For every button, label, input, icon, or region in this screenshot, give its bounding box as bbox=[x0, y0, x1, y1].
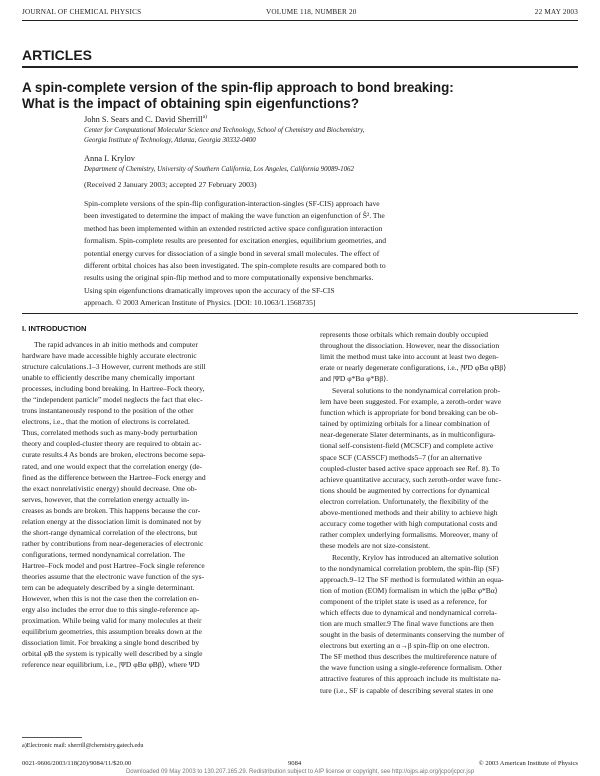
section-label: ARTICLES bbox=[22, 47, 92, 63]
journal-name: JOURNAL OF CHEMICAL PHYSICS bbox=[22, 8, 142, 16]
text-line: proximation. While being valid for many molecules at their bbox=[22, 616, 202, 626]
page-number: 9084 bbox=[288, 760, 302, 767]
text-line: rather by contributions from near-degeneracies of electronic bbox=[22, 538, 204, 548]
abstract-line: been investigated to determine the impact of making the wave function an eigenfunction of Ŝ². The bbox=[84, 211, 385, 221]
text-line: processes, including bond breaking. In Hartree–Fock theory, bbox=[22, 384, 205, 394]
volume-info: VOLUME 118, NUMBER 20 bbox=[266, 8, 357, 16]
issue-date: 22 MAY 2003 bbox=[534, 8, 578, 16]
authors-group-1 bbox=[84, 114, 207, 124]
text-line: achieve quantitative accuracy, such zeroth-order wave func- bbox=[320, 474, 502, 484]
text-line: The SF method thus describes the multireference nature of bbox=[320, 652, 497, 662]
text-line: function which is appropriate for bond breaking can be ob- bbox=[320, 408, 498, 418]
text-line: However, when this is not the case then the correlation en- bbox=[22, 594, 199, 604]
abstract-line: method has been implemented within an extended restricted active space configuration interaction bbox=[84, 223, 383, 233]
text-line: theory and coupled-cluster theory are required to obtain ac- bbox=[22, 439, 202, 449]
abstract-rule bbox=[22, 313, 578, 314]
footnote-rule bbox=[22, 737, 82, 738]
text-line: fined as the difference between the Hartree–Fock energy and bbox=[22, 472, 206, 482]
text-line: rated, and one would expect that the correlation energy (de- bbox=[22, 461, 203, 471]
text-line: Thus, correlated methods such as many-body perturbation bbox=[22, 428, 198, 438]
text-line: the “independent particle” model neglects the fact that elec- bbox=[22, 395, 203, 405]
left-column bbox=[22, 339, 302, 670]
text-line: ture (i.e., SF is capable of describing several states in one bbox=[320, 685, 494, 695]
text-line: these models are not size-consistent. bbox=[320, 540, 431, 550]
author-names-1: John S. Sears and C. David Sherrill bbox=[84, 114, 203, 124]
affiliation-1-line-1: Center for Computational Molecular Science and Technology, School of Chemistry and Biochemistry, bbox=[84, 127, 365, 134]
text-line: ergy also includes the error due to this single-reference ap- bbox=[22, 605, 200, 615]
text-line: the exact nonrelativistic energy) should decrease. One ob- bbox=[22, 483, 198, 493]
title-line-2: What is the impact of obtaining spin eigenfunctions? bbox=[22, 96, 359, 111]
text-line: tional self-consistent-field (MCSCF) and complete active bbox=[320, 441, 494, 451]
text-line: accuracy come together with high computational costs and bbox=[320, 518, 498, 528]
text-line: relation energy at the dissociation limit is dominated not by bbox=[22, 516, 202, 526]
text-line: Recently, Krylov has introduced an alternative solution bbox=[332, 552, 499, 562]
text-line: which effects due to dynamical and nondynamical correla- bbox=[320, 608, 497, 618]
abstract-line: Using spin eigenfunctions dramatically improves upon the accuracy of the SF-CIS bbox=[84, 285, 335, 295]
abstract-line: formalism. Spin-complete results are presented for excitation energies, equilibrium geometries, and bbox=[84, 236, 387, 246]
text-line: throughout the dissociation. However, near the dissociation bbox=[320, 341, 500, 351]
abstract bbox=[84, 198, 536, 310]
text-line: dissociation limit. For breaking a single bond described by bbox=[22, 638, 200, 648]
section-rule bbox=[22, 66, 578, 68]
text-line: hardware have made accessible highly accurate electronic bbox=[22, 351, 197, 361]
text-line: tion are much smaller.9 The final wave functions are then bbox=[320, 619, 494, 629]
text-line: electron correlation. Unfortunately, the flexibility of the bbox=[320, 496, 489, 506]
text-line: erate or nearly degenerate configurations, i.e., |ΨD φBα φBβ⟩ bbox=[320, 363, 507, 373]
text-line: coupled-cluster based active space approach see Ref. 8). To bbox=[320, 463, 500, 473]
text-line: equilibrium geometries, this assumption breaks down at the bbox=[22, 627, 202, 637]
text-line: structure calculations.1–3 However, current methods are still bbox=[22, 362, 206, 372]
text-line: rather complex underlying formalisms. Moreover, many of bbox=[320, 529, 498, 539]
footnote: a)Electronic mail: sherrill@chemistry.gatech.edu bbox=[22, 742, 144, 749]
text-line: attractive features of this approach include its multistate na- bbox=[320, 674, 501, 684]
text-line: electrons, i.e., that the motion of electrons is correlated. bbox=[22, 417, 190, 427]
text-line: tem can be adequately described by a single determinant. bbox=[22, 583, 195, 593]
text-line: sought in the basis of determinants conserving the number of bbox=[320, 630, 505, 640]
article-title bbox=[22, 80, 578, 112]
text-line: The rapid advances in ab initio methods and computer bbox=[34, 340, 198, 349]
abstract-line: potential energy curves for dissociation of a single bond in several small molecules. The effect of bbox=[84, 248, 380, 258]
text-line: tained by optimizing orbitals for a linear combination of bbox=[320, 419, 490, 429]
affiliation-1 bbox=[84, 126, 554, 146]
text-line: Several solutions to the nondynamical correlation prob- bbox=[332, 386, 501, 396]
text-line: Hartree–Fock model and post Hartree–Fock single reference bbox=[22, 560, 205, 570]
text-line: and |ΨD φ*Bα φ*Bβ⟩. bbox=[320, 374, 389, 384]
text-line: creases as bonds are broken. This happens because the cor- bbox=[22, 505, 201, 515]
text-line: component of the triplet state is used as a reference, for bbox=[320, 597, 488, 607]
affiliation-1-line-2: Georgia Institute of Technology, Atlanta, Georgia 30332-0400 bbox=[84, 137, 256, 144]
text-line: curate results.4 As bonds are broken, electrons become sepa- bbox=[22, 450, 206, 460]
footer-copyright: © 2003 American Institute of Physics bbox=[478, 760, 578, 767]
download-notice: Downloaded 09 May 2003 to 130.207.165.29. Redistribution subject to AIP license or copyright, see http://ojps.aip.org/jcpo/jcpcr.jsp bbox=[125, 769, 475, 775]
section-heading-introduction: I. INTRODUCTION bbox=[22, 324, 87, 333]
text-line: unable to efficiently describe many chemically important bbox=[22, 373, 195, 383]
received-dates: (Received 2 January 2003; accepted 27 February 2003) bbox=[84, 180, 257, 189]
text-line: electrons but exerting an α→β spin-flip on one electron. bbox=[320, 641, 490, 651]
footer-issn: 0021-9606/2003/118(20)/9084/11/$20.00 bbox=[22, 760, 132, 767]
text-line: limit the method must take into account at least two degen- bbox=[320, 352, 499, 362]
text-line: theories assume that the electronic wave function of the sys- bbox=[22, 571, 205, 581]
abstract-line: approach. © 2003 American Institute of Physics. [DOI: 10.1063/1.1568735] bbox=[84, 298, 316, 308]
text-line: orbital φB the system is typically well described by a single bbox=[22, 649, 203, 659]
text-line: lem have been suggested. For example, a zeroth-order wave bbox=[320, 397, 502, 407]
text-line: trons instantaneously respond to the position of the other bbox=[22, 406, 194, 416]
text-line: approach.9–12 The SF method is formulated within an equa- bbox=[320, 575, 504, 585]
abstract-line: results using the original spin-flip method and to more computationally expensive benchmarks. bbox=[84, 273, 374, 283]
authors-group-2: Anna I. Krylov bbox=[84, 154, 135, 163]
text-line: near-degenerate Slater determinants, as in multiconfigura- bbox=[320, 430, 496, 440]
text-line: above-mentioned methods and their ability to achieve high bbox=[320, 507, 498, 517]
abstract-line: different orbital choices has also been investigated. The spin-complete results are compared both to bbox=[84, 261, 386, 271]
text-line: reference near equilibrium, i.e., |ΨD φBα φBβ⟩, where ΨD bbox=[22, 660, 200, 670]
text-line: space SCF (CASSCF) methods5–7 (for an alternative bbox=[320, 452, 482, 462]
text-line: configurations, termed nondynamical correlation. The bbox=[22, 549, 185, 559]
text-line: tions should be augmented by corrections for dynamical bbox=[320, 485, 490, 495]
abstract-line: Spin-complete versions of the spin-flip configuration-interaction-singles (SF-CIS) approach have bbox=[84, 199, 380, 208]
text-line: the wave function using a single-reference formalism. Other bbox=[320, 663, 502, 673]
affiliation-2: Department of Chemistry, University of Southern California, Los Angeles, California 90089-1062 bbox=[84, 166, 354, 173]
text-line: tion of motion (EOM) formalism in which the |φBα φ*Bα⟩ bbox=[320, 586, 498, 596]
text-line: the short-range dynamical correlation of the electrons, but bbox=[22, 527, 198, 537]
right-column bbox=[320, 329, 578, 696]
text-line: serves, however, that the correlation energy actually in- bbox=[22, 494, 190, 504]
title-line-1: A spin-complete version of the spin-flip approach to bond breaking: bbox=[22, 80, 454, 95]
header-rule bbox=[22, 20, 578, 21]
text-line: represents those orbitals which remain doubly occupied bbox=[320, 330, 489, 339]
author-footnote-mark: a) bbox=[202, 114, 207, 120]
text-line: to the nondynamical correlation problem, the spin-flip (SF) bbox=[320, 563, 499, 573]
